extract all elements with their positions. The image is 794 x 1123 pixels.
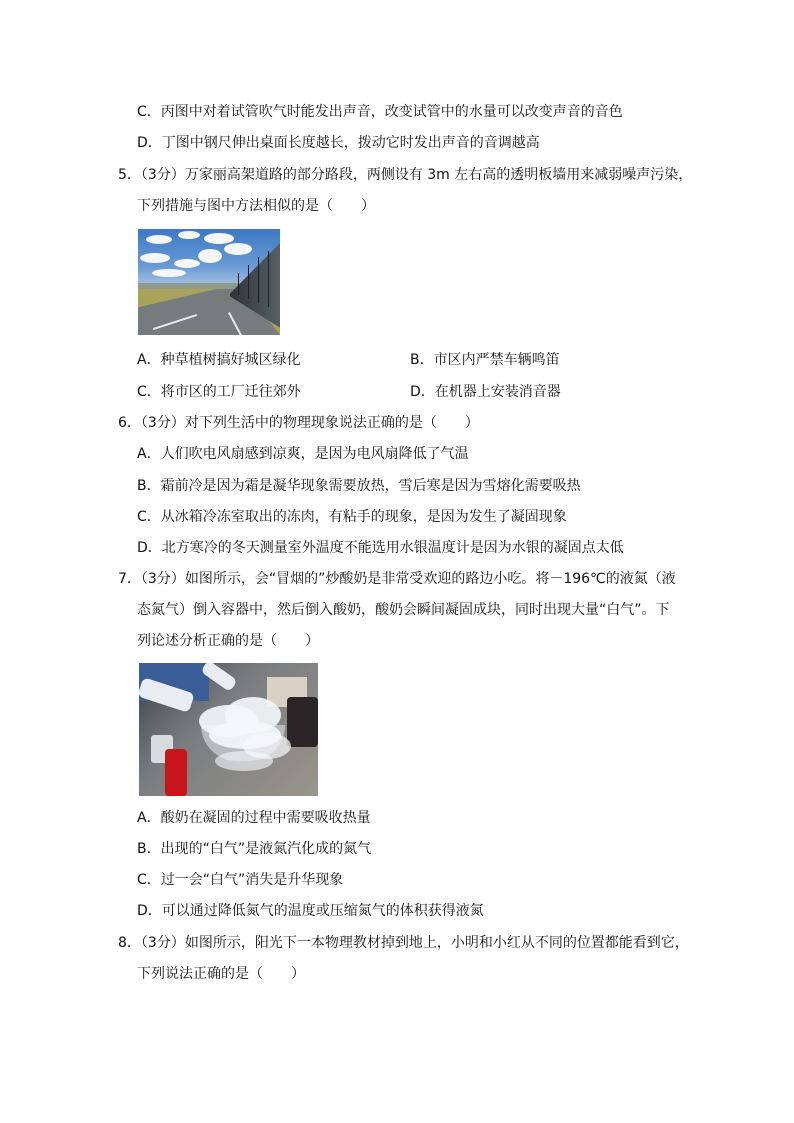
- q7-stem-line1: 7．（3分）如图所示，会“冒烟的”炒酸奶是非常受欢迎的路边小吃。将－196℃的液氮（液: [118, 571, 676, 587]
- prev-option-d: D．丁图中钢尺伸出桌面长度越长，拨动它时发出声音的音调越高: [137, 135, 540, 151]
- q5-option-d: D．在机器上安装消音器: [410, 384, 561, 400]
- q8-stem-line1: 8．（3分）如图所示，阳光下一本物理教材掉到地上，小明和小红从不同的位置都能看到它，: [118, 935, 689, 951]
- prev-option-c: C．丙图中对着试管吹气时能发出声音，改变试管中的水量可以改变声音的音色: [137, 104, 623, 120]
- q6-option-d: D．北方寒冷的冬天测量室外温度不能选用水银温度计是因为水银的凝固点太低: [137, 540, 624, 556]
- q6-stem-line1: 6．（3分）对下列生活中的物理现象说法正确的是（ ）: [118, 415, 479, 431]
- q7-stem-line3: 列论述分析正确的是（ ）: [137, 633, 319, 649]
- q5-option-c: C．将市区的工厂迁往郊外: [137, 384, 301, 400]
- smoking-yogurt-photo: [139, 663, 318, 796]
- q7-option-d: D．可以通过降低氮气的温度或压缩氮气的体积获得液氮: [137, 903, 484, 919]
- q5-option-a: A．种草植树搞好城区绿化: [137, 352, 301, 368]
- q5-option-b: B．市区内严禁车辆鸣笛: [410, 352, 560, 368]
- q7-option-b: B．出现的“白气”是液氮汽化成的氮气: [137, 841, 372, 857]
- q5-stem-line2: 下列措施与图中方法相似的是（ ）: [137, 198, 375, 214]
- q6-option-b: B．霜前冷是因为霜是凝华现象需要放热，雪后寒是因为雪熔化需要吸热: [137, 478, 581, 494]
- q5-stem-line1: 5．（3分）万家丽高架道路的部分路段，两侧设有 3m 左右高的透明板墙用来减弱噪声污染，: [118, 167, 693, 183]
- q6-option-c: C．从冰箱冷冻室取出的冻肉，有粘手的现象，是因为发生了凝固现象: [137, 509, 567, 525]
- road-noise-barrier-photo: [138, 229, 280, 335]
- q8-stem-line2: 下列说法正确的是（ ）: [137, 966, 305, 982]
- q7-stem-line2: 态氮气）倒入容器中，然后倒入酸奶，酸奶会瞬间凝固成块，同时出现大量“白气”。下: [137, 602, 670, 618]
- q6-option-a: A．人们吹电风扇感到凉爽，是因为电风扇降低了气温: [137, 446, 469, 462]
- q7-option-c: C．过一会“白气”消失是升华现象: [137, 872, 344, 888]
- q7-option-a: A．酸奶在凝固的过程中需要吸收热量: [137, 810, 371, 826]
